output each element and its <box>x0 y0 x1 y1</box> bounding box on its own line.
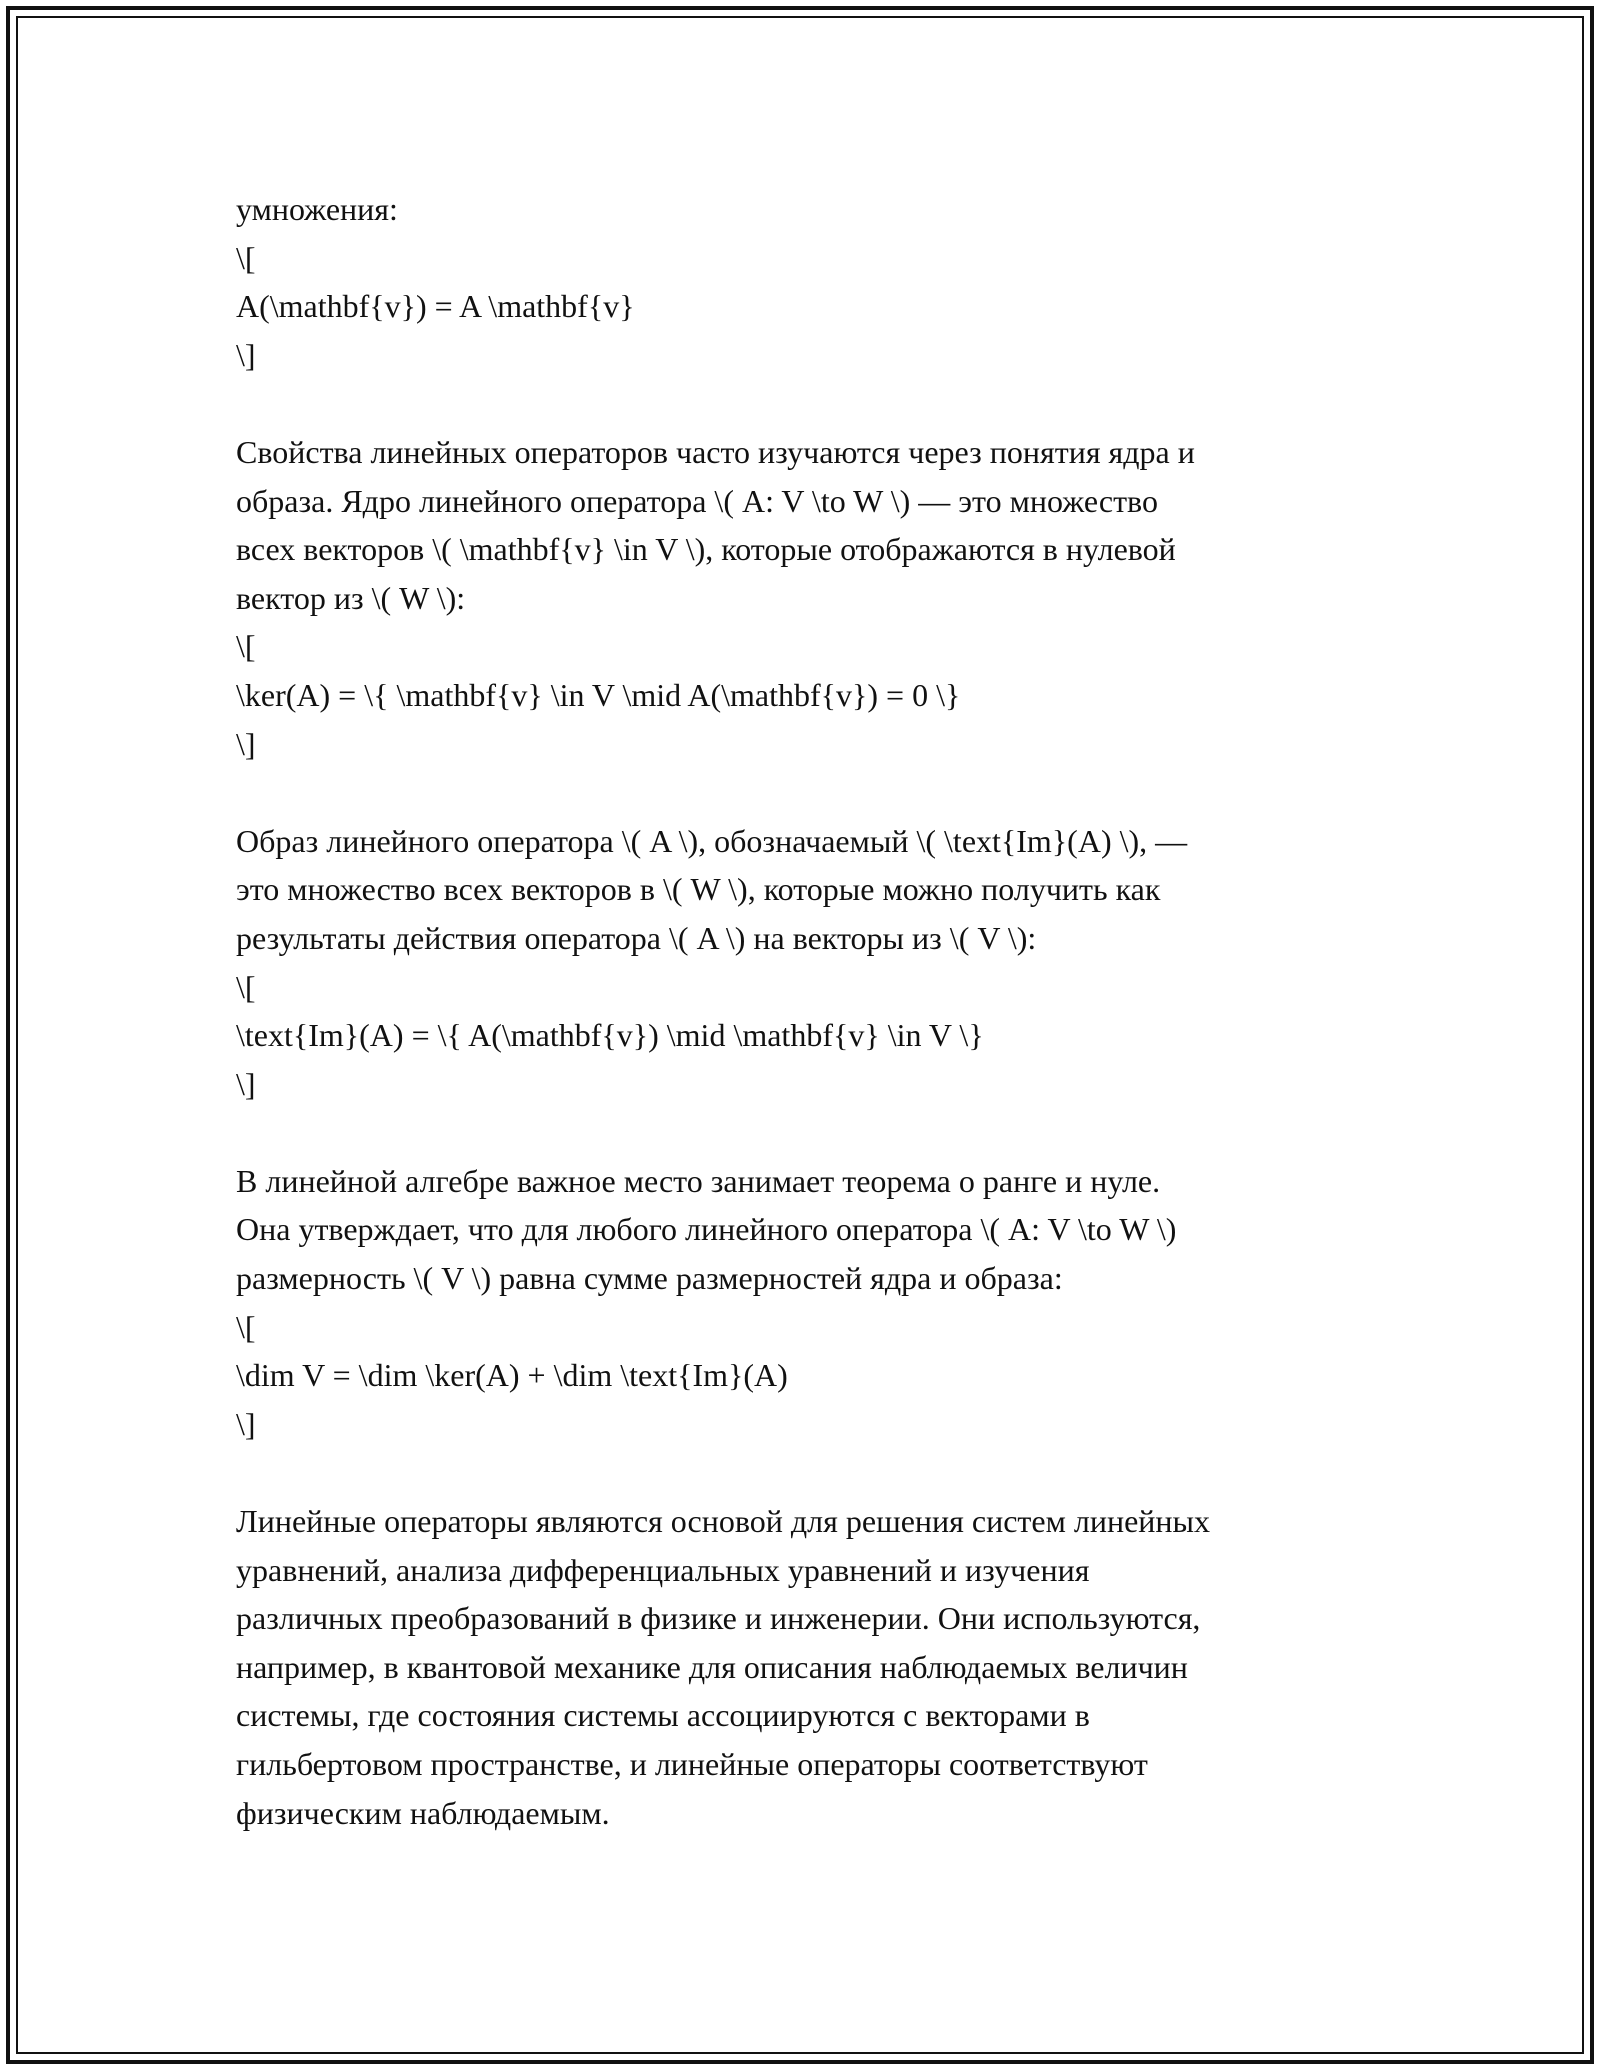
formula-block <box>236 1303 1416 1449</box>
formula-block <box>236 234 1416 380</box>
formula-open: \[ <box>236 628 256 665</box>
paragraph-gap <box>236 768 1416 817</box>
text-line: различных преобразований в физике и инженерии. Они используются, <box>236 1600 1201 1637</box>
paragraph-kernel <box>236 428 1416 622</box>
paragraph-gap <box>236 379 1416 428</box>
paragraph-applications <box>236 1497 1416 1837</box>
text-line: образа. Ядро линейного оператора \( A: V \to W \) — это множество <box>236 482 1158 519</box>
paragraph-gap <box>236 1108 1416 1157</box>
text-line: Линейные операторы являются основой для решения систем линейных <box>236 1503 1211 1540</box>
document-body <box>236 185 1416 1837</box>
formula-open: \[ <box>236 968 256 1005</box>
formula-expression: \text{Im}(A) = \{ A(\mathbf{v}) \mid \mathbf{v} \in V \} <box>236 1017 984 1054</box>
text-line: физическим наблюдаемым. <box>236 1794 610 1831</box>
formula-expression: \dim V = \dim \ker(A) + \dim \text{Im}(A) <box>236 1357 788 1394</box>
formula-close: \] <box>236 336 256 373</box>
paragraph-image <box>236 817 1416 963</box>
formula-open: \[ <box>236 1308 256 1345</box>
formula-close: \] <box>236 1065 256 1102</box>
text-line: размерность \( V \) равна сумме размерностей ядра и образа: <box>236 1260 1063 1297</box>
text-line: Свойства линейных операторов часто изучаются через понятия ядра и <box>236 433 1195 470</box>
formula-block <box>236 963 1416 1109</box>
text-line: например, в квантовой механике для описания наблюдаемых величин <box>236 1648 1188 1685</box>
formula-expression: A(\mathbf{v}) = A \mathbf{v} <box>236 288 635 325</box>
paragraph-rank-nullity <box>236 1157 1416 1303</box>
text-line: системы, где состояния системы ассоциируются с векторами в <box>236 1697 1090 1734</box>
paragraph-gap <box>236 1448 1416 1497</box>
formula-close: \] <box>236 1405 256 1442</box>
text-line: вектор из \( W \): <box>236 579 466 616</box>
text-fragment <box>236 185 1416 234</box>
text-line: Она утверждает, что для любого линейного оператора \( A: V \to W \) <box>236 1211 1177 1248</box>
text-line: Образ линейного оператора \( A \), обозначаемый \( \text{Im}(A) \), — <box>236 822 1188 859</box>
formula-block <box>236 622 1416 768</box>
formula-close: \] <box>236 725 256 762</box>
formula-open: \[ <box>236 239 256 276</box>
text-line: В линейной алгебре важное место занимает теорема о ранге и нуле. <box>236 1162 1161 1199</box>
text-line: гильбертовом пространстве, и линейные операторы соответствуют <box>236 1746 1148 1782</box>
formula-expression: \ker(A) = \{ \mathbf{v} \in V \mid A(\mathbf{v}) = 0 \} <box>236 676 961 713</box>
text-line: умножения: <box>236 191 398 227</box>
text-line: это множество всех векторов в \( W \), которые можно получить как <box>236 871 1161 908</box>
text-line: результаты действия оператора \( A \) на векторы из \( V \): <box>236 919 1037 956</box>
text-line: всех векторов \( \mathbf{v} \in V \), которые отображаются в нулевой <box>236 531 1176 568</box>
text-line: уравнений, анализа дифференциальных уравнений и изучения <box>236 1551 1090 1588</box>
